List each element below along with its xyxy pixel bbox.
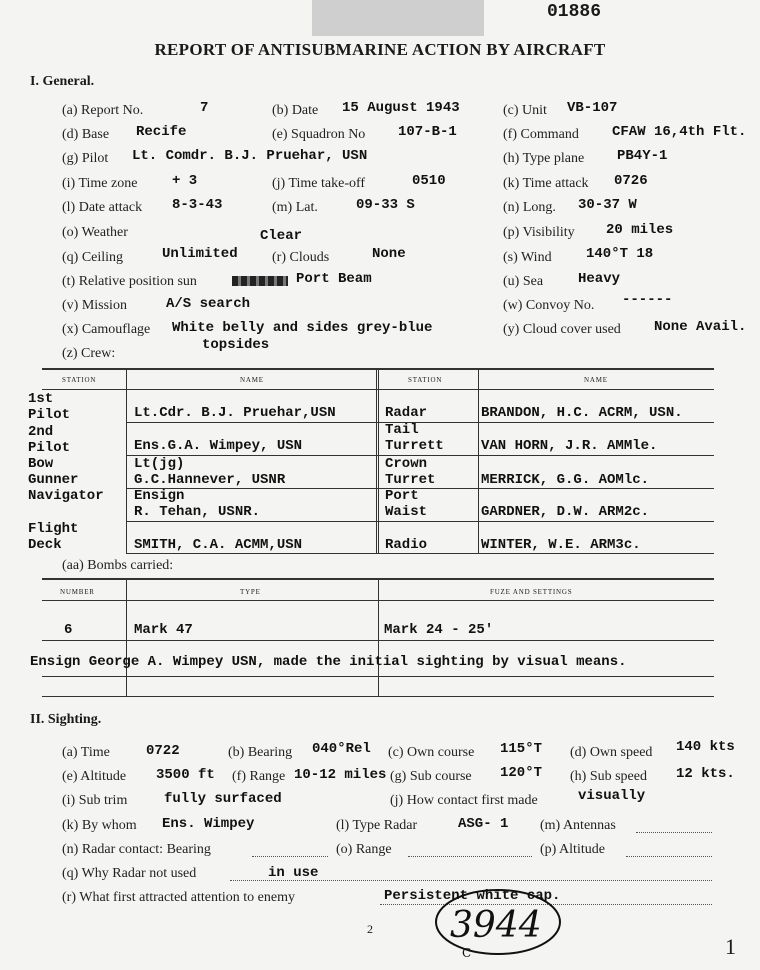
bombs-remark: Ensign George A. Wimpey USN, made the initial sighting by visual means.: [30, 654, 627, 670]
sub-speed-label: (h) Sub speed: [570, 769, 647, 784]
crew-station-1b: Pilot: [28, 407, 71, 423]
crew-header-name-2: NAME: [584, 376, 608, 384]
crew-station-1a: 1st: [28, 391, 54, 407]
pilot-label: (g) Pilot: [62, 151, 109, 166]
crew-station-turret: Turret: [385, 472, 436, 488]
type-radar-label: (l) Type Radar: [336, 818, 418, 833]
report-no-label: (a) Report No.: [62, 103, 144, 118]
convoy-label: (w) Convoy No.: [503, 298, 595, 313]
bearing-value: 040°Rel: [312, 741, 371, 757]
corner-mark: 1: [725, 934, 736, 959]
long-value: 30-37 W: [578, 197, 637, 213]
stamp-number: 3944: [450, 905, 542, 946]
radar-altitude-label: (p) Altitude: [540, 842, 605, 857]
sun-position-label: (t) Relative position sun: [62, 274, 197, 289]
by-whom-label: (k) By whom: [62, 818, 137, 833]
convoy-value: ------: [622, 292, 673, 308]
wind-value: 140°T 18: [586, 246, 654, 262]
crew-col-divider-1: [126, 368, 127, 553]
radar-not-used-value: in use: [268, 865, 319, 881]
crew-row-rule-3: [126, 488, 714, 489]
bombs-fuze-value: Mark 24 - 25': [384, 622, 494, 638]
bombs-number-value: 6: [64, 622, 73, 638]
weather-value: Clear: [260, 228, 303, 244]
bearing-label: (b) Bearing: [228, 745, 293, 760]
lat-value: 09-33 S: [356, 197, 415, 213]
crew-name-2-2: VAN HORN, J.R. AMMle.: [481, 438, 658, 454]
time-attack-label: (k) Time attack: [503, 176, 589, 191]
squadron-value: 107-B-1: [398, 124, 457, 140]
time-zone-label: (i) Time zone: [62, 176, 138, 191]
struck-out-text: [232, 276, 288, 286]
radar-bearing-blank: [252, 856, 328, 857]
own-course-value: 115°T: [500, 741, 543, 757]
bombs-type-value: Mark 47: [134, 622, 193, 638]
radar-range-label: (o) Range: [336, 842, 392, 857]
unit-label: (c) Unit: [503, 103, 547, 118]
bombs-header-number: NUMBER: [60, 588, 95, 596]
mission-label: (v) Mission: [62, 298, 127, 313]
crew-col-divider-2: [376, 368, 379, 553]
base-value: Recife: [136, 124, 187, 140]
radar-not-used-line: [230, 880, 712, 881]
crew-station-2b-1: Radar: [385, 405, 428, 421]
crew-station-3a: Bow: [28, 456, 54, 472]
contact-made-label: (j) How contact first made: [390, 793, 538, 808]
camouflage-label: (x) Camouflage: [62, 322, 151, 337]
sub-speed-value: 12 kts.: [676, 766, 735, 782]
crew-rank-3: Lt(jg): [134, 456, 185, 472]
crew-station-3b: Gunner: [28, 472, 79, 488]
date-attack-value: 8-3-43: [172, 197, 223, 213]
time-zone-value: + 3: [172, 173, 198, 189]
ceiling-value: Unlimited: [162, 246, 238, 262]
lat-label: (m) Lat.: [272, 200, 318, 215]
date-attack-label: (l) Date attack: [62, 200, 143, 215]
report-title: REPORT OF ANTISUBMARINE ACTION BY AIRCRAFT: [154, 40, 606, 59]
sub-trim-label: (i) Sub trim: [62, 793, 128, 808]
contact-made-value: visually: [578, 788, 646, 804]
by-whom-value: Ens. Wimpey: [162, 816, 255, 832]
squadron-label: (e) Squadron No: [272, 127, 366, 142]
mission-value: A/S search: [166, 296, 251, 312]
crew-table-bottom-rule: [126, 553, 714, 554]
sub-course-value: 120°T: [500, 765, 543, 781]
type-plane-label: (h) Type plane: [503, 151, 585, 166]
attention-label: (r) What first attracted attention to enemy: [62, 890, 295, 905]
section-general-heading: I. General.: [30, 74, 95, 89]
time-takeoff-label: (j) Time take-off: [272, 176, 366, 191]
crew-station-5a: Flight: [28, 521, 79, 537]
sub-trim-value: fully surfaced: [164, 791, 282, 807]
unit-value: VB-107: [567, 100, 618, 116]
crew-rank-4: Ensign: [134, 488, 185, 504]
sub-course-label: (g) Sub course: [390, 769, 472, 784]
bombs-col-divider-2: [378, 578, 379, 696]
own-course-label: (c) Own course: [388, 745, 475, 760]
sea-value: Heavy: [578, 271, 621, 287]
crew-header-name-1: NAME: [240, 376, 264, 384]
crew-station-waist: Waist: [385, 504, 428, 520]
pilot-value: Lt. Comdr. B.J. Pruehar, USN: [132, 148, 368, 164]
camouflage-value: White belly and sides grey-blue: [172, 320, 433, 336]
clouds-value: None: [372, 246, 406, 262]
command-label: (f) Command: [503, 127, 579, 142]
altitude-label: (e) Altitude: [62, 769, 127, 784]
bombs-col-divider-1: [126, 578, 127, 696]
crew-name-3: G.C.Hannever, USNR: [134, 472, 286, 488]
altitude-value: 3500 ft: [156, 767, 215, 783]
bombs-header-fuze: FUZE AND SETTINGS: [490, 588, 573, 596]
clouds-label: (r) Clouds: [272, 250, 330, 265]
crew-station-crown: Crown: [385, 456, 428, 472]
crew-header-station-2: STATION: [408, 376, 443, 384]
own-speed-label: (d) Own speed: [570, 745, 653, 760]
crew-header-station-1: STATION: [62, 376, 97, 384]
document-number: 01886: [547, 2, 602, 22]
date-label: (b) Date: [272, 103, 319, 118]
crew-station-2a: 2nd: [28, 424, 54, 440]
camouflage-value-line2: topsides: [202, 337, 270, 353]
crew-name-2-4: GARDNER, D.W. ARM2c.: [481, 504, 650, 520]
radar-range-blank: [408, 856, 532, 857]
type-plane-value: PB4Y-1: [617, 148, 668, 164]
sighting-time-label: (a) Time: [62, 745, 110, 760]
base-label: (d) Base: [62, 127, 110, 142]
report-no-value: 7: [200, 100, 209, 116]
crew-station-4b: Navigator: [28, 488, 104, 504]
crew-name-2-1: BRANDON, H.C. ACRM, USN.: [481, 405, 683, 421]
visibility-value: 20 miles: [606, 222, 674, 238]
crew-name-1: Lt.Cdr. B.J. Pruehar,USN: [134, 405, 336, 421]
bombs-header-type: TYPE: [240, 588, 261, 596]
own-speed-value: 140 kts: [676, 739, 735, 755]
crew-name-5: SMITH, C.A. ACMM,USN: [134, 537, 303, 553]
crew-station-port: Port: [385, 488, 419, 504]
bombs-table-bottom-rule: [42, 696, 714, 697]
antennas-label: (m) Antennas: [540, 818, 616, 833]
crew-name-4: R. Tehan, USNR.: [134, 504, 261, 520]
cloud-cover-value: None Avail.: [654, 319, 747, 335]
sighting-time-value: 0722: [146, 743, 180, 759]
crew-station-5b: Deck: [28, 537, 62, 553]
antennas-blank: [636, 832, 712, 833]
sun-position-value: Port Beam: [296, 271, 372, 287]
section-sighting-heading: II. Sighting.: [30, 712, 102, 727]
crew-row-rule-1: [126, 422, 714, 423]
radar-not-used-label: (q) Why Radar not used: [62, 866, 197, 881]
page-number: 2: [367, 922, 373, 936]
crew-row-rule-4: [126, 521, 714, 522]
stamp-sub: C: [462, 946, 472, 960]
crew-label: (z) Crew:: [62, 346, 116, 361]
bombs-row-rule: [42, 640, 714, 641]
attention-value: Persistent white cap.: [384, 888, 561, 904]
crew-station-turrett: Turrett: [385, 438, 444, 454]
range-label: (f) Range: [232, 769, 286, 784]
crew-station-2b: Pilot: [28, 440, 71, 456]
crew-name-2: Ens.G.A. Wimpey, USN: [134, 438, 303, 454]
type-radar-value: ASG- 1: [458, 816, 509, 832]
time-attack-value: 0726: [614, 173, 648, 189]
handwritten-file-number-stamp: [430, 882, 570, 962]
crew-station-radio: Radio: [385, 537, 428, 553]
cloud-cover-label: (y) Cloud cover used: [503, 322, 621, 337]
crew-col-divider-3: [478, 368, 479, 553]
bombs-label: (aa) Bombs carried:: [62, 558, 174, 573]
range-value: 10-12 miles: [294, 767, 387, 783]
wind-label: (s) Wind: [503, 250, 552, 265]
top-strip: [312, 0, 484, 36]
ceiling-label: (q) Ceiling: [62, 250, 124, 265]
time-takeoff-value: 0510: [412, 173, 446, 189]
crew-name-2-5: WINTER, W.E. ARM3c.: [481, 537, 641, 553]
date-value: 15 August 1943: [342, 100, 460, 116]
long-label: (n) Long.: [503, 200, 556, 215]
radar-bearing-label: (n) Radar contact: Bearing: [62, 842, 211, 857]
bombs-remark-rule: [42, 676, 714, 677]
crew-station-tail: Tail: [385, 422, 419, 438]
visibility-label: (p) Visibility: [503, 225, 575, 240]
sea-label: (u) Sea: [503, 274, 544, 289]
radar-altitude-blank: [626, 856, 712, 857]
weather-label: (o) Weather: [62, 225, 128, 240]
command-value: CFAW 16,4th Flt.: [612, 124, 747, 140]
crew-name-2-3: MERRICK, G.G. AOMlc.: [481, 472, 650, 488]
